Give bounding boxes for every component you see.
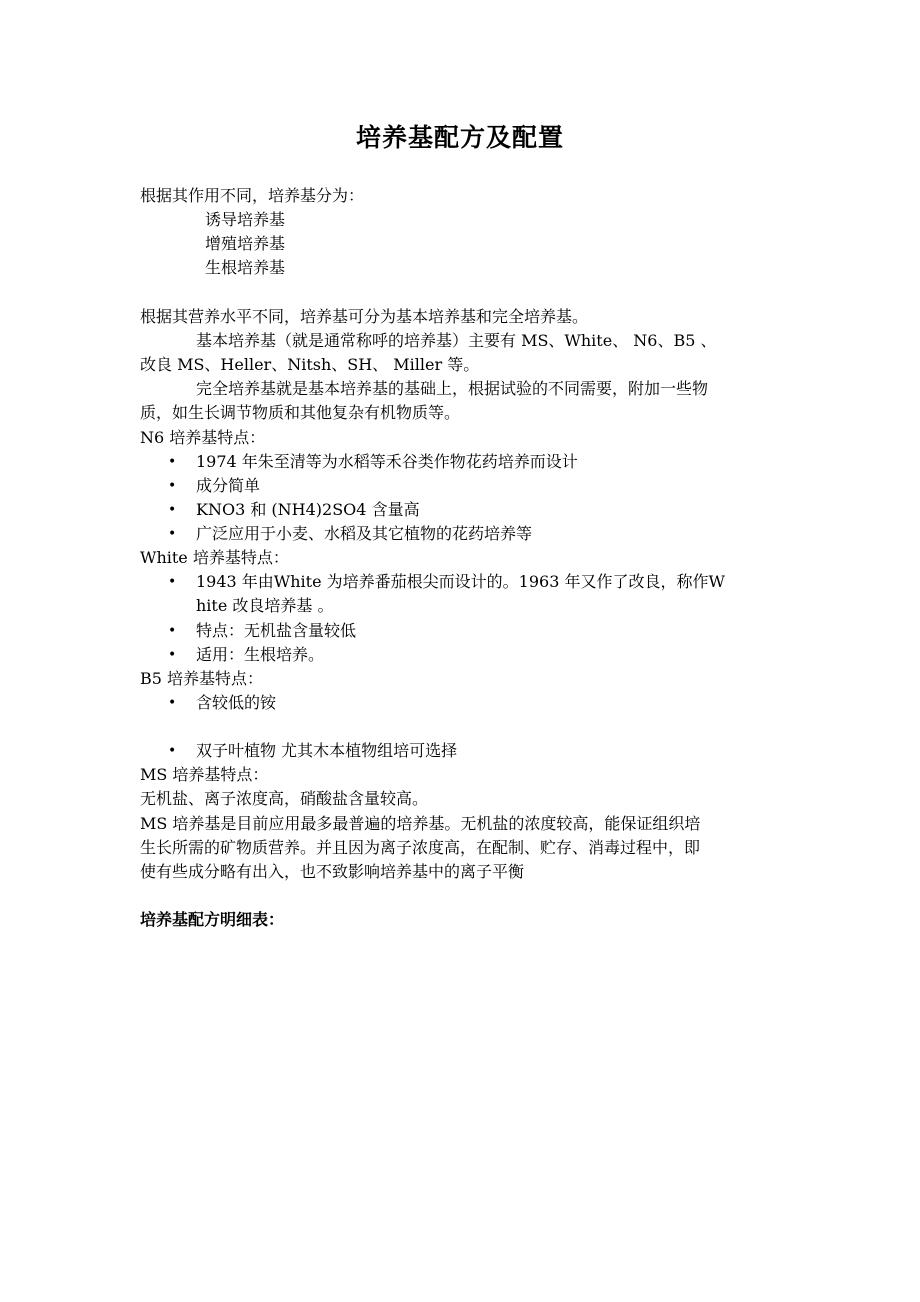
- n6-heading: N6 培养基特点：: [140, 428, 266, 447]
- bullet-icon: •: [168, 743, 177, 759]
- ms-desc-line1: MS 培养基是目前应用最多最普遍的培养基。无机盐的浓度较高，能保证组织培: [140, 814, 701, 833]
- complete-medium-line2: 质，如生长调节物质和其他复杂有机物质等。: [140, 403, 461, 422]
- complete-medium-line1: 完全培养基就是基本培养基的基础上，根据试验的不同需要，附加一些物: [196, 379, 709, 398]
- ms-desc-line3: 使有些成分略有出入，也不致影响培养基中的离子平衡: [140, 862, 525, 881]
- bullet-icon: •: [168, 623, 177, 639]
- white-heading: White 培养基特点：: [140, 548, 289, 567]
- basic-medium-line2: 改良 MS、Heller、Nitsh、SH、 Miller 等。: [140, 355, 480, 374]
- bullet-icon: •: [168, 502, 177, 518]
- page-title: 培养基配方及配置: [355, 123, 564, 152]
- type-rooting: 生根培养基: [205, 258, 286, 277]
- n6-item-2: 成分简单: [196, 476, 261, 495]
- white-item-2: 特点：无机盐含量较低: [196, 621, 357, 640]
- b5-heading: B5 培养基特点：: [140, 669, 264, 688]
- bullet-icon: •: [168, 574, 177, 590]
- n6-item-3: KNO3 和 (NH4)2SO4 含量高: [196, 500, 420, 519]
- ms-summary: 无机盐、离子浓度高，硝酸盐含量较高。: [140, 789, 429, 808]
- bullet-icon: •: [168, 478, 177, 494]
- bullet-icon: •: [168, 454, 177, 470]
- bullet-icon: •: [168, 647, 177, 663]
- type-proliferation: 增殖培养基: [205, 234, 286, 253]
- basic-medium-line1: 基本培养基（就是通常称呼的培养基）主要有 MS、White、 N6、B5 、: [196, 331, 717, 350]
- table-heading: 培养基配方明细表：: [140, 910, 285, 929]
- white-item-3: 适用：生根培养。: [196, 645, 325, 664]
- bullet-icon: •: [168, 695, 177, 711]
- b5-item-2: 双子叶植物 尤其木本植物组培可选择: [196, 741, 458, 760]
- white-item-1-line1: 1943 年由White 为培养番茄根尖而设计的。1963 年又作了改良，称作W: [196, 572, 725, 591]
- n6-item-4: 广泛应用于小麦、水稻及其它植物的花药培养等: [196, 524, 533, 543]
- ms-heading: MS 培养基特点：: [140, 765, 269, 784]
- n6-item-1: 1974 年朱至清等为水稻等禾谷类作物花药培养而设计: [196, 452, 578, 471]
- white-item-1-line2: hite 改良培养基 。: [196, 596, 334, 615]
- nutrition-lead: 根据其营养水平不同，培养基可分为基本培养基和完全培养基。: [140, 307, 589, 326]
- ms-desc-line2: 生长所需的矿物质营养。并且因为离子浓度高，在配制、贮存、消毒过程中，即: [140, 838, 701, 857]
- bullet-icon: •: [168, 526, 177, 542]
- type-induction: 诱导培养基: [205, 210, 286, 229]
- intro-lead: 根据其作用不同，培养基分为：: [140, 186, 365, 205]
- b5-item-1: 含较低的铵: [196, 693, 277, 712]
